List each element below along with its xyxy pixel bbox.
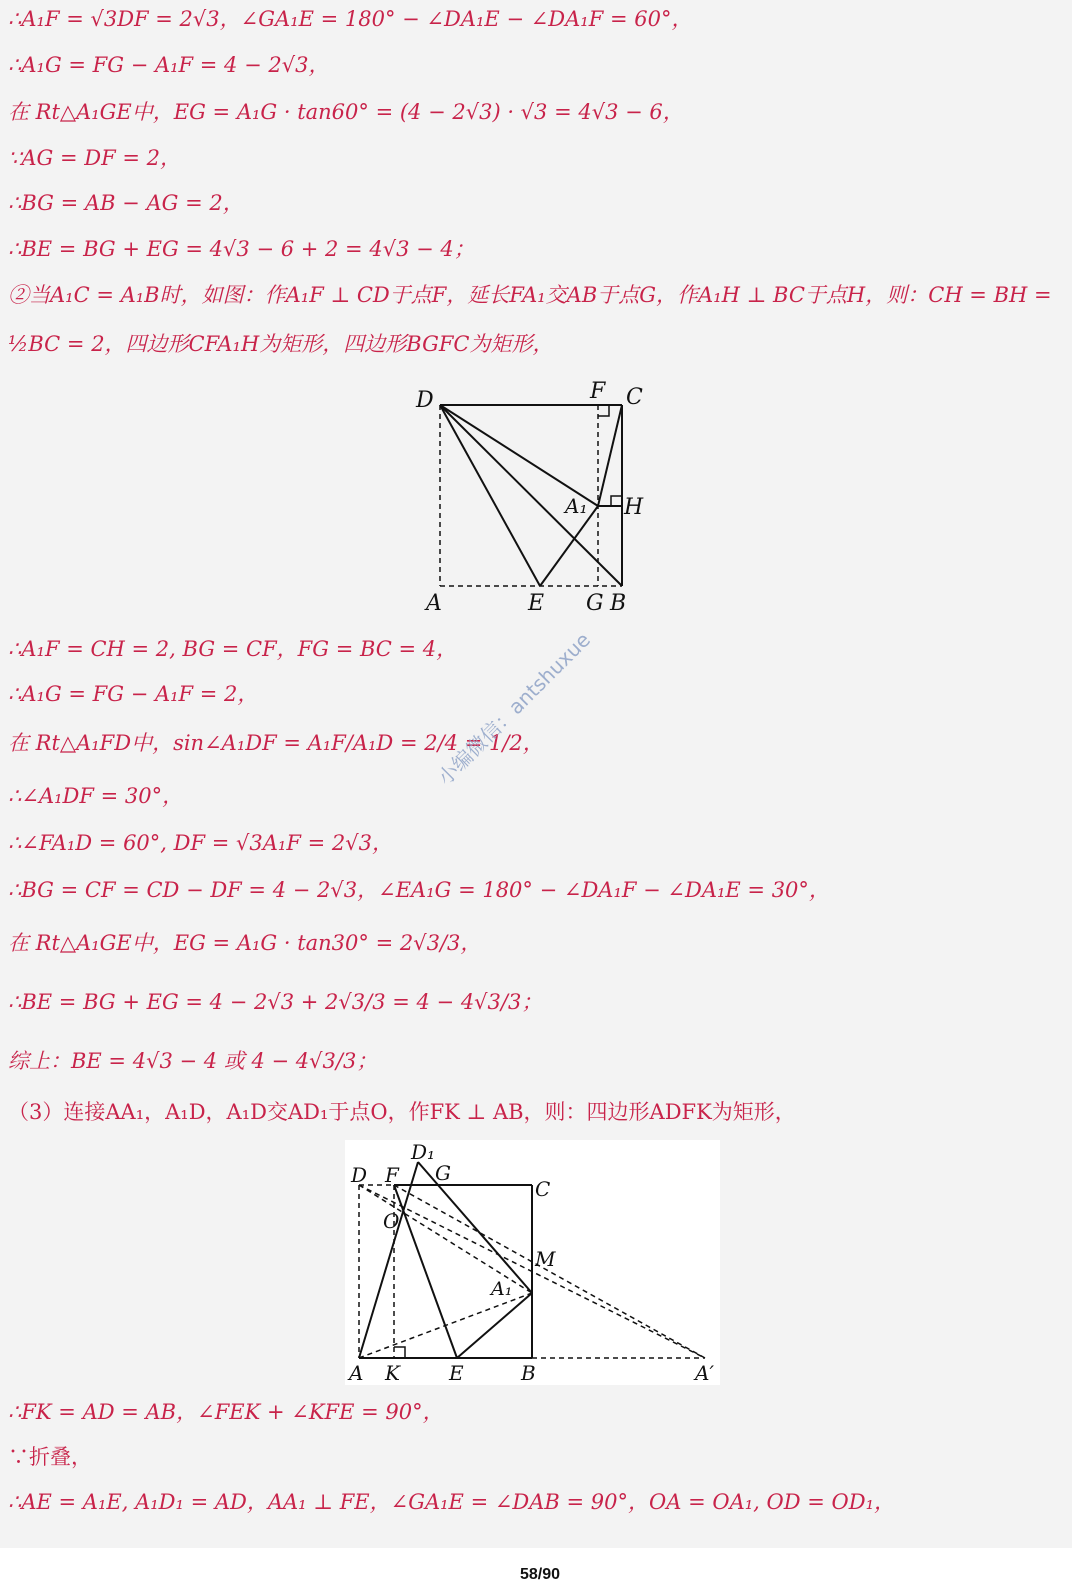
solution-line-4: ∵AG = DF = 2， xyxy=(8,146,181,170)
case-2-statement: ②当A₁C = A₁B时，如图：作A₁F ⊥ CD于点F，延长FA₁交AB于点G，作A₁H ⊥ BC于点H，则：CH = BH = xyxy=(8,283,1052,307)
solution-line-11: 在 Rt△A₁FD中，sin∠A₁DF = A₁F/A₁D = 2/4 = 1/2， xyxy=(8,731,544,755)
solution-line-5: ∴BG = AB − AG = 2， xyxy=(8,191,244,215)
label-f: F xyxy=(385,1163,399,1187)
label-d: D xyxy=(351,1163,368,1187)
label-g: G xyxy=(435,1161,451,1185)
label-d1: D₁ xyxy=(411,1140,436,1164)
label-a1: A₁ xyxy=(565,494,588,518)
watermark: 小编微信：antshuxue xyxy=(432,627,596,790)
solution-line-21: ∴AE = A₁E, A₁D₁ = AD，AA₁ ⊥ FE，∠GA₁E = ∠DAB = 90°，OA = OA₁, OD = OD₁， xyxy=(8,1490,895,1514)
label-a: A xyxy=(349,1361,364,1385)
label-a: A xyxy=(426,591,442,616)
label-a1: A₁ xyxy=(491,1278,513,1300)
label-c: C xyxy=(535,1177,551,1201)
solution-line-10: ∴A₁G = FG − A₁F = 2， xyxy=(8,682,259,706)
solution-line-20: ∵折叠， xyxy=(8,1445,92,1469)
label-c: C xyxy=(626,385,643,410)
case-2-statement-cont: ½BC = 2，四边形CFA₁H为矩形，四边形BGFC为矩形， xyxy=(8,332,554,356)
label-m: M xyxy=(535,1247,556,1271)
solution-line-9: ∴A₁F = CH = 2, BG = CF，FG = BC = 4， xyxy=(8,637,458,661)
solution-line-16: ∴BE = BG + EG = 4 − 2√3 + 2√3/3 = 4 − 4√3/3； xyxy=(8,990,543,1014)
label-d: D xyxy=(416,388,434,413)
solution-line-13: ∴∠FA₁D = 60°, DF = √3A₁F = 2√3， xyxy=(8,831,393,855)
label-h: H xyxy=(624,495,644,520)
part-3-statement: （3）连接AA₁，A₁D，A₁D交AD₁于点O，作FK ⊥ AB，则：四边形ADFK为矩形， xyxy=(8,1100,796,1124)
label-b: B xyxy=(610,591,627,616)
figure-fold-part-3 xyxy=(345,1140,720,1385)
solution-line-2: ∴A₁G = FG − A₁F = 4 − 2√3， xyxy=(8,53,330,77)
label-e: E xyxy=(449,1361,464,1385)
figure-square-case-2 xyxy=(410,380,650,620)
label-k: K xyxy=(385,1361,400,1385)
label-g: G xyxy=(586,591,604,616)
label-f: F xyxy=(590,380,606,404)
solution-line-6: ∴BE = BG + EG = 4√3 − 6 + 2 = 4√3 − 4； xyxy=(8,237,475,261)
label-e: E xyxy=(528,591,545,616)
solution-line-12: ∴∠A₁DF = 30°， xyxy=(8,784,184,808)
page-number: 58/90 xyxy=(519,1566,561,1583)
solution-line-19: ∴FK = AD = AB，∠FEK + ∠KFE = 90°， xyxy=(8,1400,444,1424)
label-a-prime: A′ xyxy=(695,1361,714,1385)
label-b: B xyxy=(521,1361,536,1385)
solution-line-14: ∴BG = CF = CD − DF = 4 − 2√3，∠EA₁G = 180° − ∠DA₁F − ∠DA₁E = 30°， xyxy=(8,878,830,902)
solution-line-15: 在 Rt△A₁GE中，EG = A₁G · tan30° = 2√3/3， xyxy=(8,931,482,955)
summary-line: 综上：BE = 4√3 − 4 或 4 − 4√3/3； xyxy=(8,1049,378,1073)
solution-line-3: 在 Rt△A₁GE中，EG = A₁G · tan60° = (4 − 2√3) · √3 = 4√3 − 6， xyxy=(8,100,684,124)
label-o: O xyxy=(383,1209,400,1233)
solution-line-1: ∴A₁F = √3DF = 2√3，∠GA₁E = 180° − ∠DA₁E − ∠DA₁F = 60°， xyxy=(8,7,693,31)
